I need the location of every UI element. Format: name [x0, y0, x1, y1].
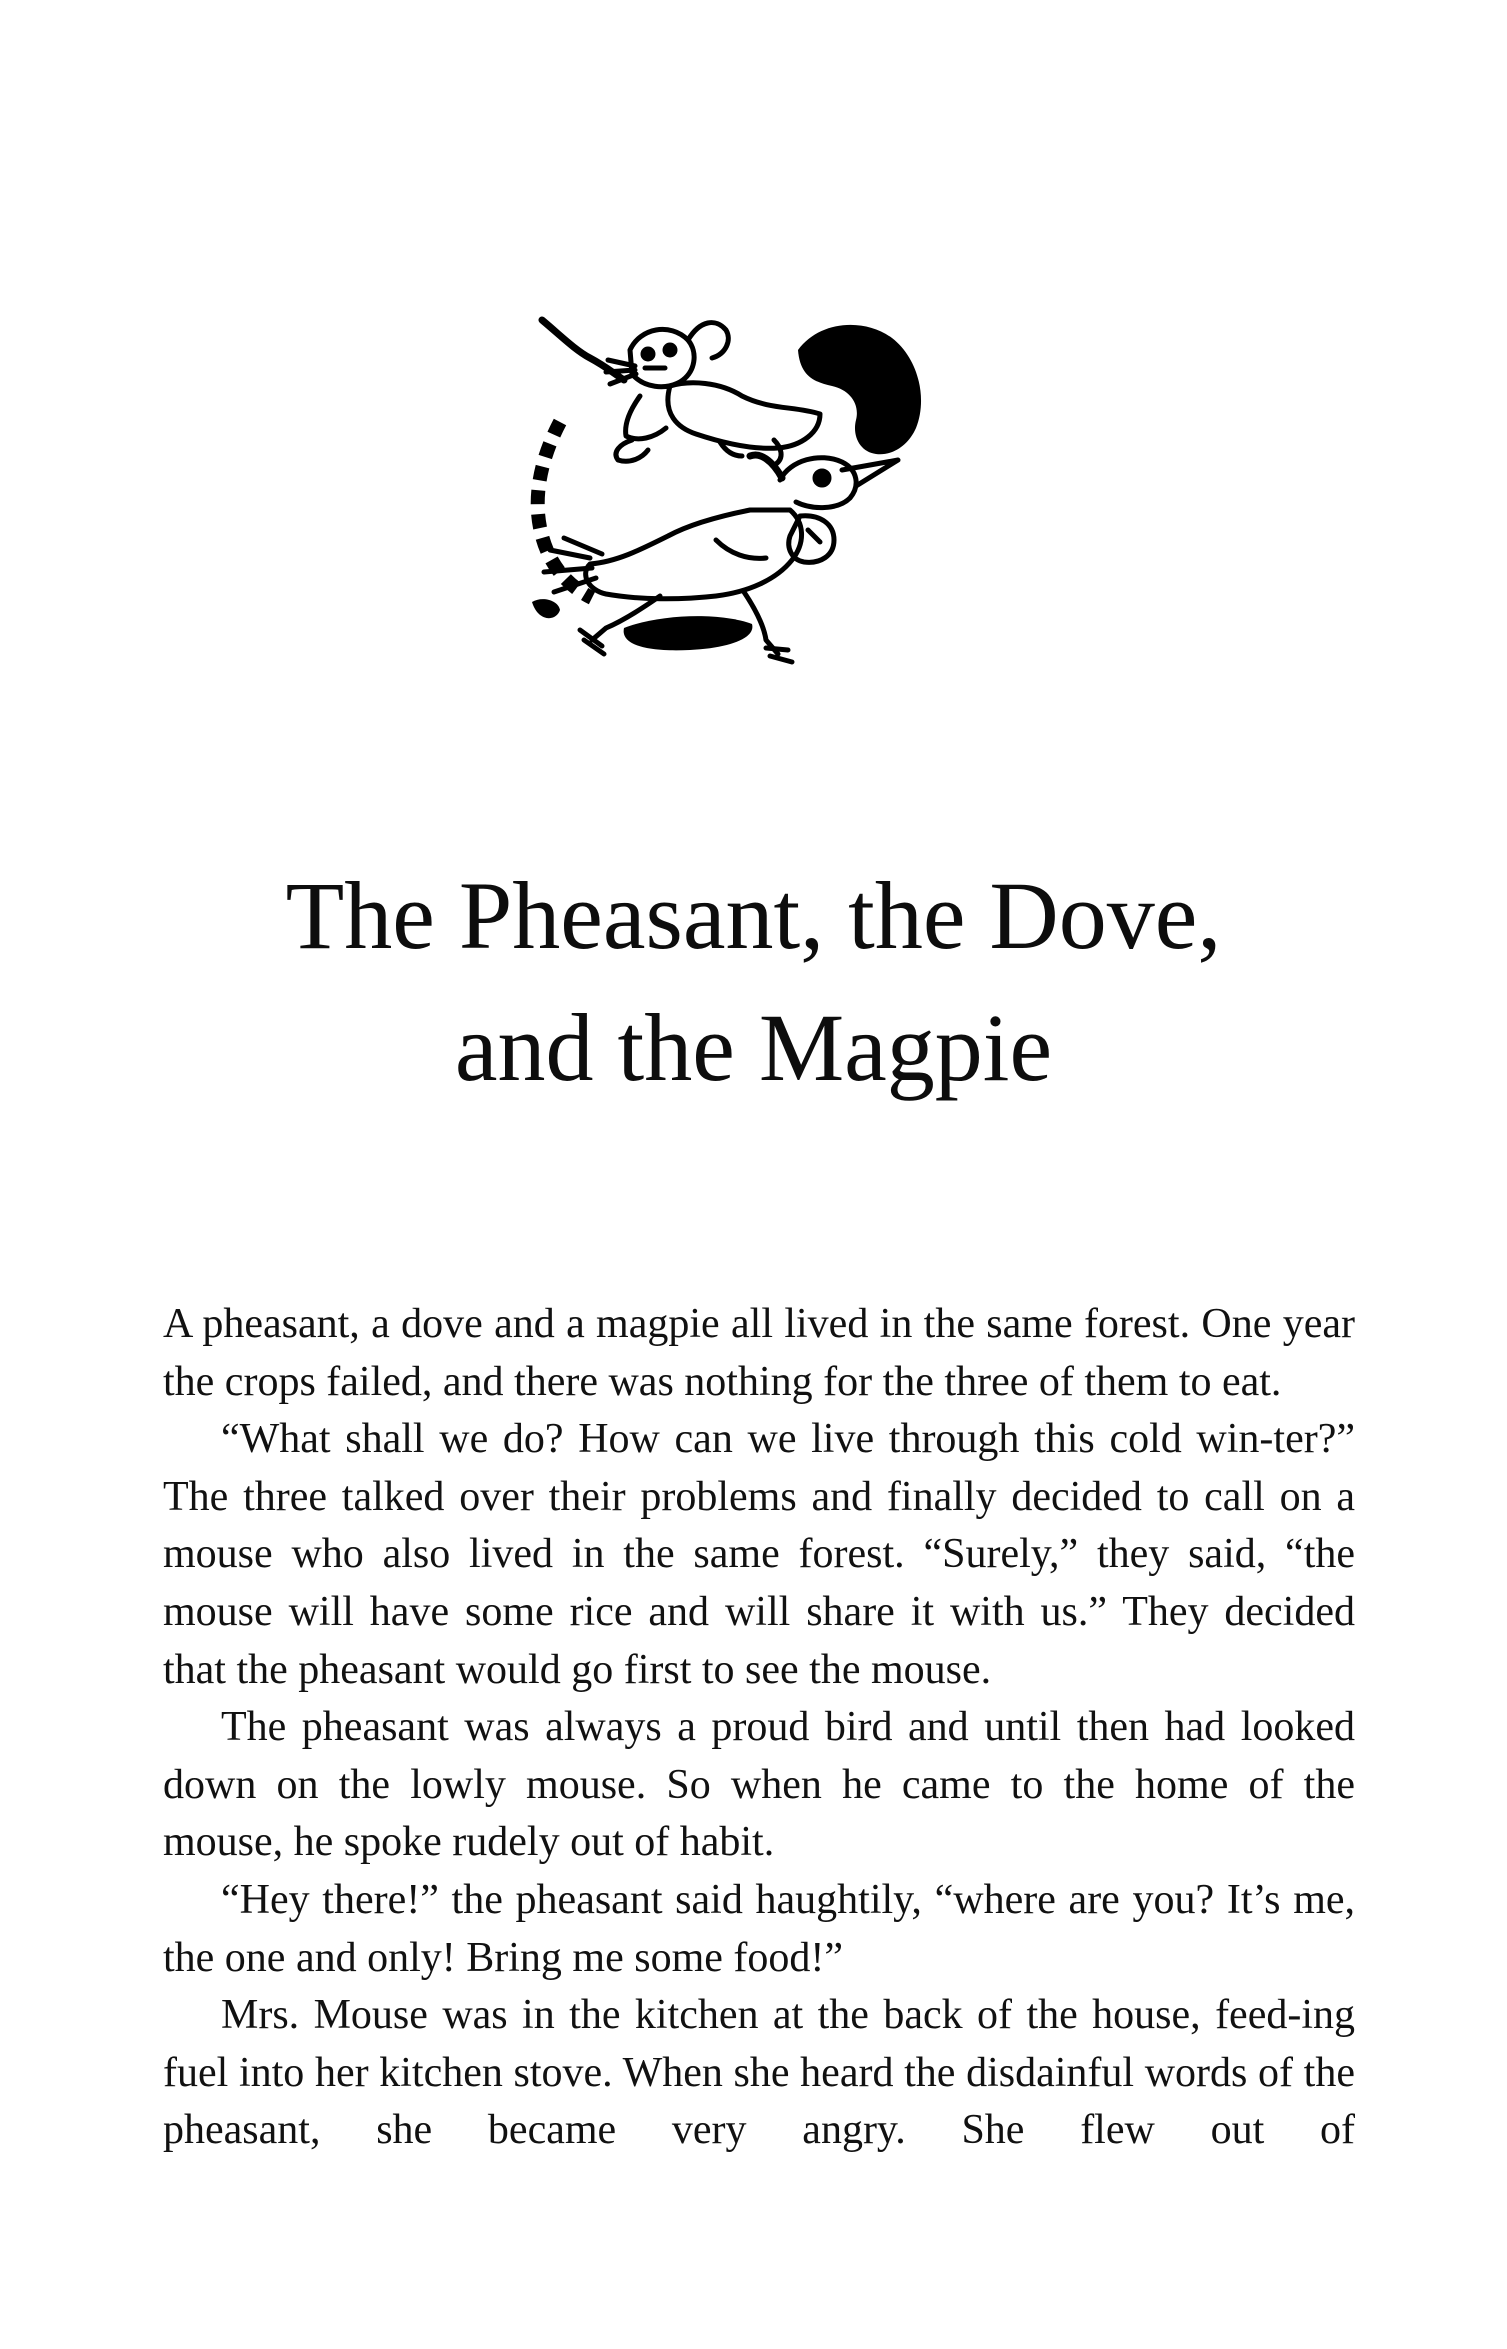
paragraph-1: A pheasant, a dove and a magpie all lived in the same forest. One year the crops failed, and there was nothing for the three of them to eat.: [163, 1301, 1355, 1405]
story-title-line-1: The Pheasant, the Dove,: [285, 862, 1222, 969]
story-title: [0, 850, 1507, 1114]
mouse-and-magpie-ink-drawing-icon: [520, 310, 960, 750]
paragraph-3: The pheasant was always a proud bird and until then had looked down on the lowly mouse. So when he came to the home of the mouse, he spoke rudely out of habit.: [163, 1704, 1355, 1866]
story-title-line-2: and the Magpie: [454, 994, 1053, 1101]
paragraph-2: “What shall we do? How can we live through this cold win-ter?” The three talked over their problems and finally decided to call on a mouse who also lived in the same forest. “Surely,” they said, “the mouse will have some rice and will share it with us.” They decided that the pheasant would go first to see the mouse.: [163, 1416, 1355, 1693]
story-body: [163, 1296, 1355, 2160]
paragraph-5: Mrs. Mouse was in the kitchen at the back of the house, feed-ing fuel into her kitchen stove. When she heard the disdainful words of the pheasant, she became very angry. She flew out of: [163, 1992, 1355, 2154]
paragraph-4: “Hey there!” the pheasant said haughtily, “where are you? It’s me, the one and only! Bring me some food!”: [163, 1876, 1355, 1981]
